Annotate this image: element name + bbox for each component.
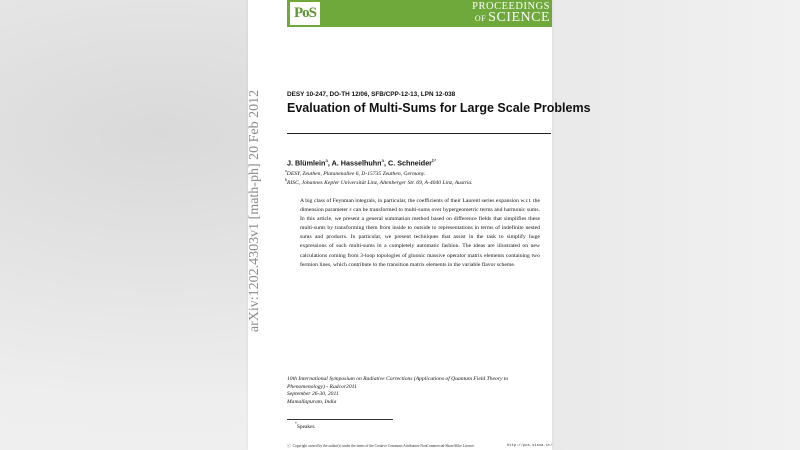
conference-name: 10th International Symposium on Radiative Corrections (Applications of Quantum Field Theory to Phenomenology) - Radcor2011 — [287, 376, 509, 390]
license-line — [287, 444, 475, 449]
affiliation — [285, 168, 425, 177]
paper-title: Evaluation of Multi-Sums for Large Scale Problems — [287, 101, 591, 115]
logo-science-text — [430, 10, 550, 26]
author-name: C. Schneider — [388, 158, 432, 168]
pos-url[interactable]: http://pos.sissa.it/ — [507, 444, 553, 448]
abstract: A big class of Feynman integrals, in particular, the coefficients of their Laurent series expansion w.r.t. the dimension parameter ε can be transformed to multi-sums over hypergeometric terms and harmonic sums. In this article, we present a general summation method based on difference fields that simplifies these multi-sums by transforming them from inside to outside to representations in terms of indefinite nested sums and products. In particular, we present techniques that assist in the task to simplify huge expressions of such multi-sums in a completely automatic fashion. The ideas are illustrated on new calculations coming from 3-loop topologies of gluonic massive operator matrix elements containing two fermion lines, which contribute to the transition matrix elements in the variable flavor scheme. — [300, 198, 540, 268]
footnote — [295, 422, 315, 430]
preprint-numbers: DESY 10-247, DO-TH 12/06, SFB/CPP-12-13, LPN 12-038 — [287, 91, 456, 98]
creative-commons-icon: ⓒ — [287, 444, 291, 448]
logo-proceedings-text: PROCEEDINGS — [472, 1, 550, 12]
background-right — [552, 0, 800, 450]
logo-science-word: SCIENCE — [488, 10, 550, 25]
conference-place: Mamallapuram, India — [287, 398, 337, 405]
arxiv-stamp: arXiv:1202.4303v1 [math-ph] 20 Feb 2012 — [247, 89, 262, 333]
affiliation — [285, 177, 473, 186]
author-name: J. Blümlein — [287, 158, 326, 168]
author-name: A. Hasselhuhn — [331, 158, 382, 168]
speaker-mark: * — [434, 158, 437, 163]
author-mark: b — [431, 158, 435, 163]
author-list: J. Blümlein$^a$, A. Hasselhuhn$^a$, C. Schneider$^{b*}$ — [287, 158, 437, 168]
pos-logo-mark: PoS — [290, 2, 320, 25]
footnote-mark: * — [295, 422, 297, 426]
conference-dates: September 26-30, 2011 — [287, 391, 339, 398]
title-rule — [287, 133, 551, 134]
affiliation-mark: b — [285, 177, 287, 182]
affiliation-text: DESY, Zeuthen, Platanenallee 6, D-15735 Zeuthen, Germany. — [286, 170, 426, 177]
author-mark: a — [325, 158, 328, 163]
footnote-text: Speaker. — [296, 423, 316, 430]
logo-of-text: OF — [474, 14, 487, 23]
author-mark: a — [381, 158, 385, 163]
license-text: Copyright owned by the author(s) under the terms of the Creative Commons Attribution-NonCommercial-ShareAlike Licence. — [292, 444, 475, 448]
conference-info — [287, 376, 542, 406]
footnote-rule — [287, 419, 393, 420]
affiliation-mark: a — [285, 168, 287, 173]
affiliation-text: RISC, Johannes Kepler Universität Linz, Altenberger Str. 69, A-4040 Linz, Austria. — [287, 179, 473, 186]
